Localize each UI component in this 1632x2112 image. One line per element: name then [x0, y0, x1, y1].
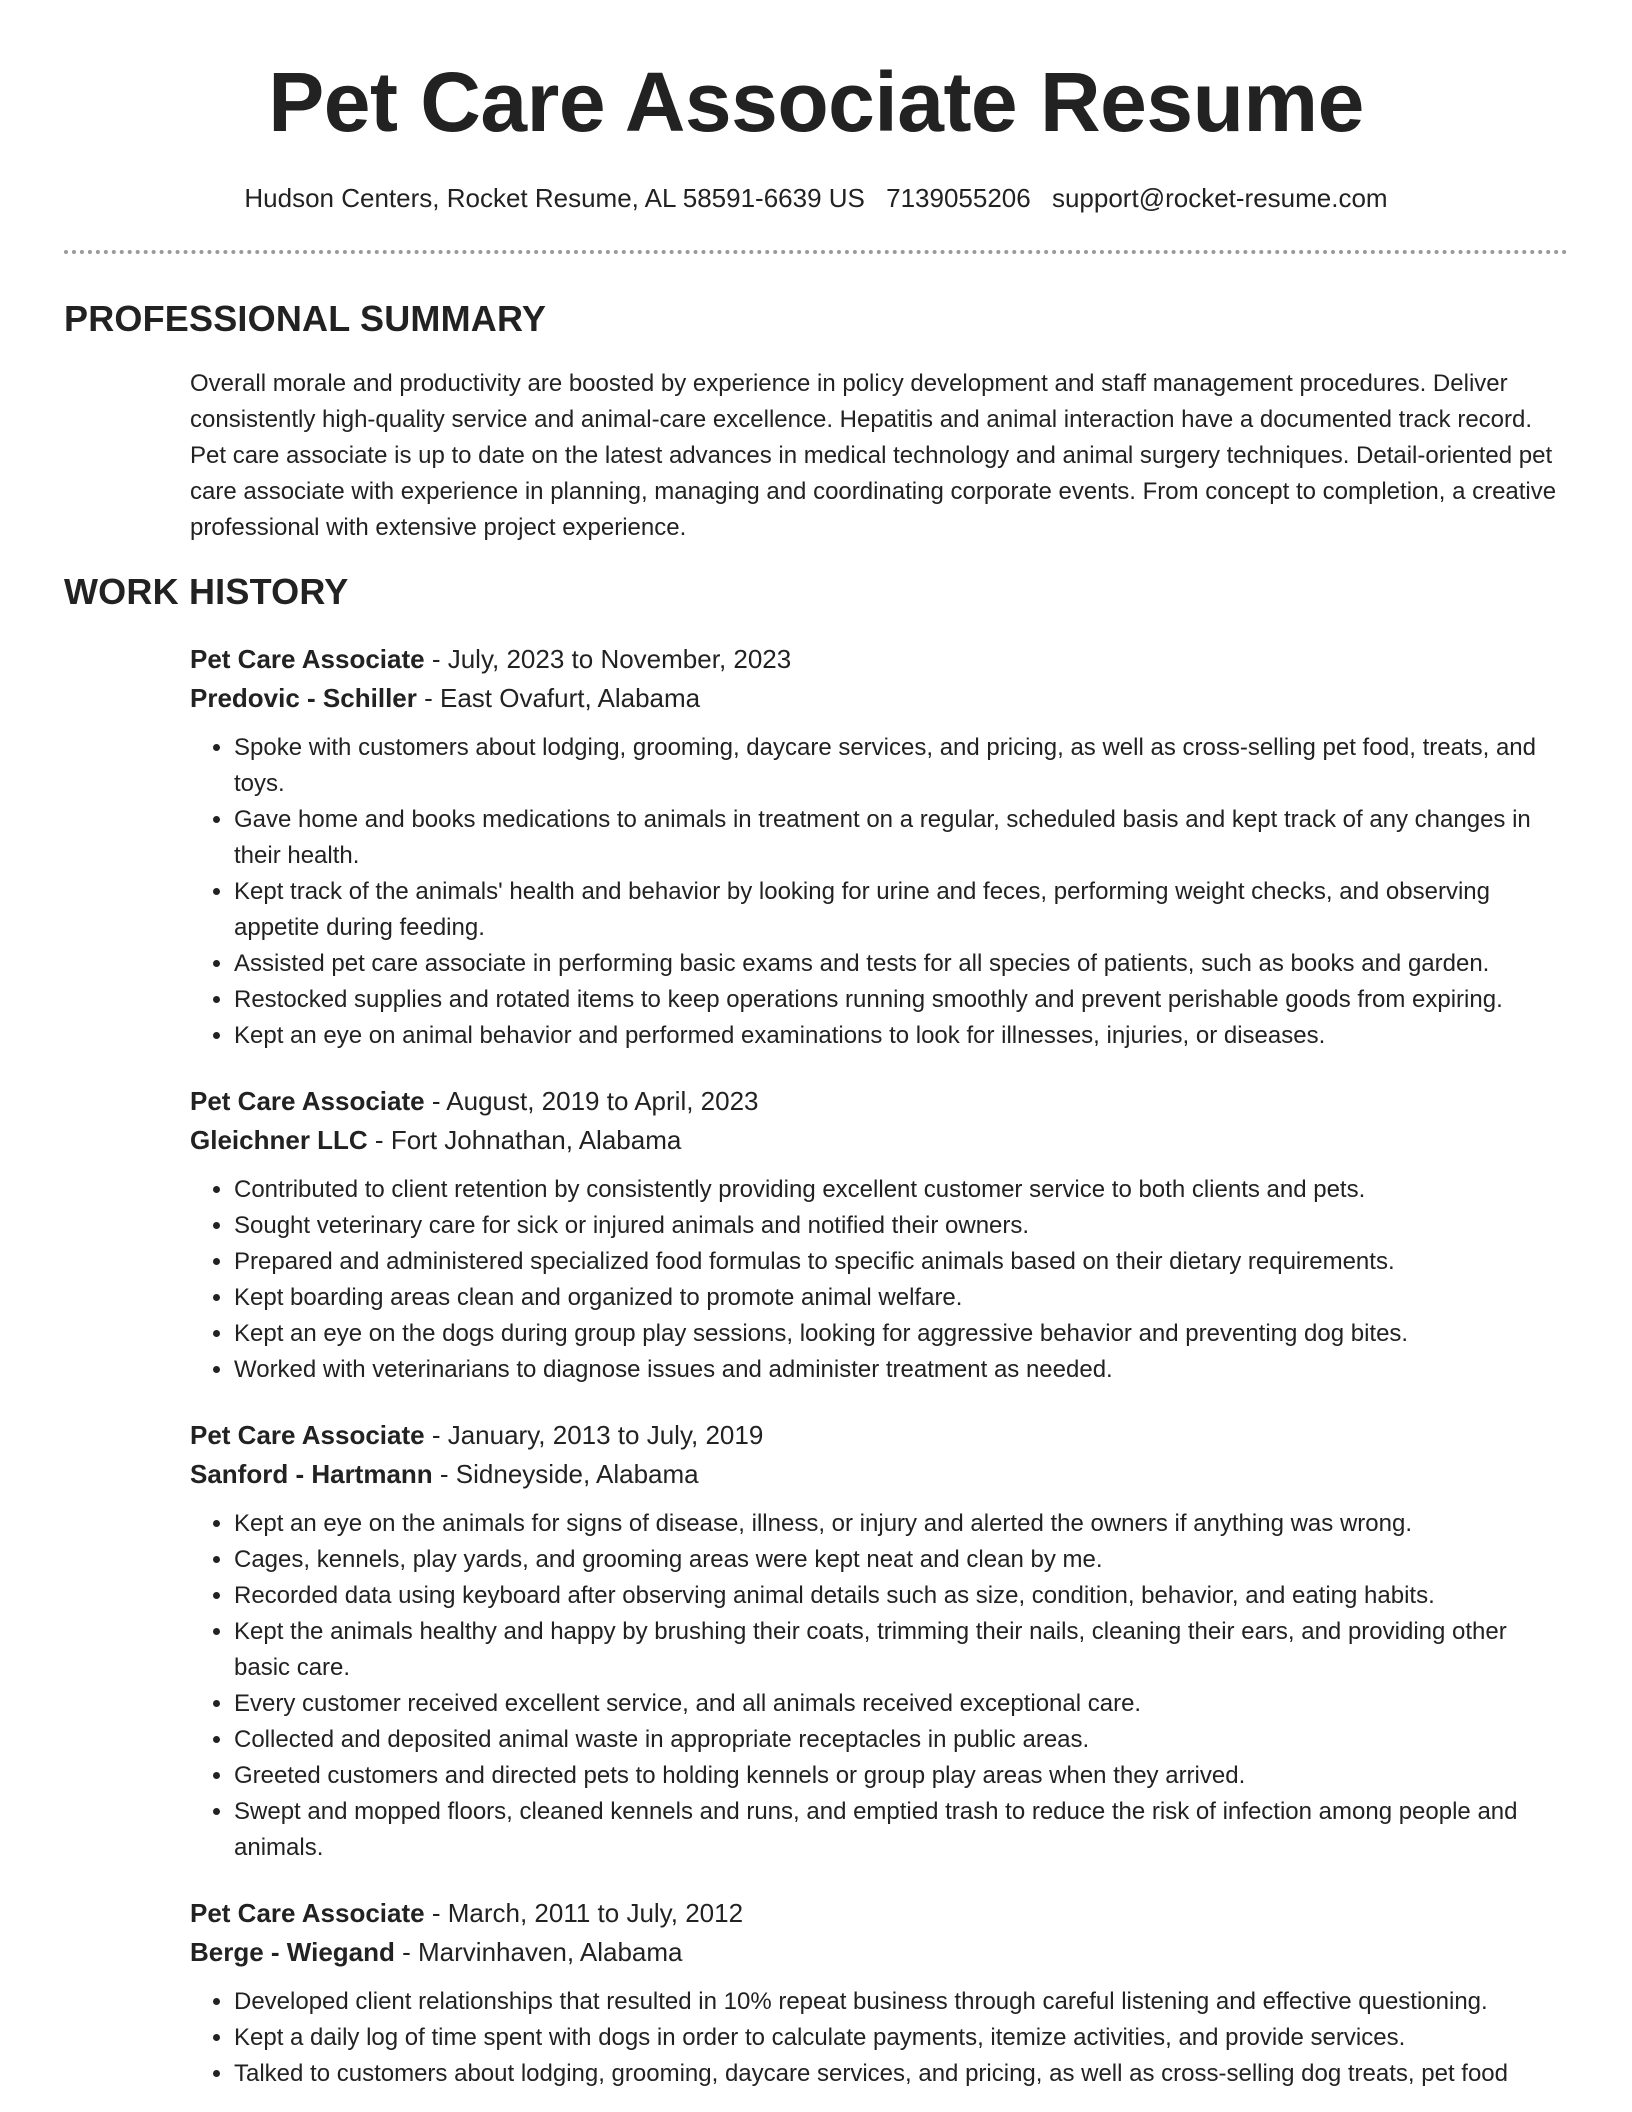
job-bullet: • Kept boarding areas clean and organized to promote animal welfare. [234, 1280, 1568, 1316]
contact-email: support@rocket-resume.com [1051, 183, 1388, 213]
job-bullet: • Kept an eye on animal behavior and performed examinations to look for illnesses, injuries, or diseases. [234, 1018, 1568, 1054]
job-title-line [190, 640, 1568, 679]
job-bullet: • Greeted customers and directed pets to holding kennels or group play areas when they arrived. [234, 1758, 1568, 1794]
job-bullet: • Developed client relationships that resulted in 10% repeat business through careful listening and effective questioning. [234, 1984, 1568, 2020]
job-title-line [190, 1416, 1568, 1455]
job-entry [190, 1082, 1568, 1388]
job-bullet-list [190, 730, 1568, 1054]
job-bullet: • Contributed to client retention by consistently providing excellent customer service to both clients and pets. [234, 1172, 1568, 1208]
job-title-line [190, 1082, 1568, 1121]
job-company: Berge - Wiegand [190, 1937, 395, 1967]
job-company: Sanford - Hartmann [190, 1459, 433, 1489]
job-title: Pet Care Associate [190, 1898, 425, 1928]
job-bullet-list [190, 1506, 1568, 1866]
contact-phone: 7139055206 [886, 183, 1031, 213]
job-dates: January, 2013 to July, 2019 [447, 1420, 764, 1450]
work-history-heading: WORK HISTORY [64, 571, 349, 612]
job-location: Sidneyside, Alabama [455, 1459, 699, 1489]
job-bullet: • Prepared and administered specialized food formulas to specific animals based on their dietary requirements. [234, 1244, 1568, 1280]
contact-line [0, 178, 1632, 218]
job-dates: March, 2011 to July, 2012 [447, 1898, 744, 1928]
job-entry [190, 1894, 1568, 2092]
header-divider [64, 250, 1568, 254]
job-bullet: • Sought veterinary care for sick or injured animals and notified their owners. [234, 1208, 1568, 1244]
job-title: Pet Care Associate [190, 1420, 425, 1450]
job-bullet: • Assisted pet care associate in performing basic exams and tests for all species of patients, such as books and garden. [234, 946, 1568, 982]
job-separator: - [424, 644, 448, 674]
job-entry [190, 1416, 1568, 1866]
job-bullet: • Spoke with customers about lodging, grooming, daycare services, and pricing, as well as cross-selling pet food, treats, and toys. [234, 730, 1568, 802]
job-title: Pet Care Associate [190, 1086, 425, 1116]
job-separator: - [432, 1459, 456, 1489]
job-bullet: • Restocked supplies and rotated items to keep operations running smoothly and prevent perishable goods from expiring. [234, 982, 1568, 1018]
job-bullet: • Every customer received excellent service, and all animals received exceptional care. [234, 1686, 1568, 1722]
job-bullet: • Worked with veterinarians to diagnose issues and administer treatment as needed. [234, 1352, 1568, 1388]
job-company: Predovic - Schiller [190, 683, 417, 713]
summary-heading: PROFESSIONAL SUMMARY [64, 298, 547, 339]
job-bullet: • Recorded data using keyboard after observing animal details such as size, condition, behavior, and eating habits. [234, 1578, 1568, 1614]
job-bullet: • Kept an eye on the animals for signs of disease, illness, or injury and alerted the owners if anything was wrong. [234, 1506, 1568, 1542]
job-bullet: • Talked to customers about lodging, grooming, daycare services, and pricing, as well as cross-selling dog treats, pet food [234, 2056, 1568, 2092]
job-title: Pet Care Associate [190, 644, 425, 674]
work-history-list [190, 640, 1568, 2112]
job-bullet: • Kept track of the animals' health and behavior by looking for urine and feces, performing weight checks, and observing appetite during feeding. [234, 874, 1568, 946]
job-company-line [190, 1121, 1568, 1160]
job-bullet: • Kept the animals healthy and happy by brushing their coats, trimming their nails, cleaning their ears, and providing other basic care. [234, 1614, 1568, 1686]
job-title-line [190, 1894, 1568, 1933]
contact-address: Hudson Centers, Rocket Resume, AL 58591-6639 US [244, 183, 865, 213]
job-separator: - [424, 1420, 448, 1450]
job-dates: July, 2023 to November, 2023 [447, 644, 792, 674]
job-separator: - [367, 1125, 391, 1155]
job-location: Fort Johnathan, Alabama [390, 1125, 682, 1155]
job-dates: August, 2019 to April, 2023 [446, 1086, 759, 1116]
job-bullet: • Gave home and books medications to animals in treatment on a regular, scheduled basis and kept track of any changes in their health. [234, 802, 1568, 874]
job-bullet-list [190, 1984, 1568, 2092]
job-company: Gleichner LLC [190, 1125, 368, 1155]
job-bullet: • Swept and mopped floors, cleaned kennels and runs, and emptied trash to reduce the risk of infection among people and animals. [234, 1794, 1568, 1866]
job-separator: - [394, 1937, 419, 1967]
job-separator: - [424, 1086, 447, 1116]
job-bullet: • Collected and deposited animal waste in appropriate receptacles in public areas. [234, 1722, 1568, 1758]
job-bullet: • Kept an eye on the dogs during group play sessions, looking for aggressive behavior and preventing dog bites. [234, 1316, 1568, 1352]
job-company-line [190, 1455, 1568, 1494]
job-bullet: • Kept a daily log of time spent with dogs in order to calculate payments, itemize activities, and provide services. [234, 2020, 1568, 2056]
job-bullet: • Cages, kennels, play yards, and grooming areas were kept neat and clean by me. [234, 1542, 1568, 1578]
job-location: Marvinhaven, Alabama [418, 1937, 683, 1967]
job-company-line [190, 1933, 1568, 1972]
job-entry [190, 640, 1568, 1054]
resume-title: Pet Care Associate Resume [268, 55, 1364, 149]
job-location: East Ovafurt, Alabama [439, 683, 701, 713]
job-separator: - [416, 683, 440, 713]
job-bullet-list [190, 1172, 1568, 1388]
job-company-line [190, 679, 1568, 718]
job-separator: - [424, 1898, 448, 1928]
summary-text: Overall morale and productivity are boosted by experience in policy development and staff management procedures. Deliver consistently high-quality service and animal-care excellence. Hepatitis and animal interaction have a documented track record. Pet care associate is up to date on the latest advances in medical technology and animal surgery techniques. Detail-oriented pet care associate with experience in planning, managing and coordinating corporate events. From concept to completion, a creative professional with extensive project experience. [190, 370, 1557, 541]
